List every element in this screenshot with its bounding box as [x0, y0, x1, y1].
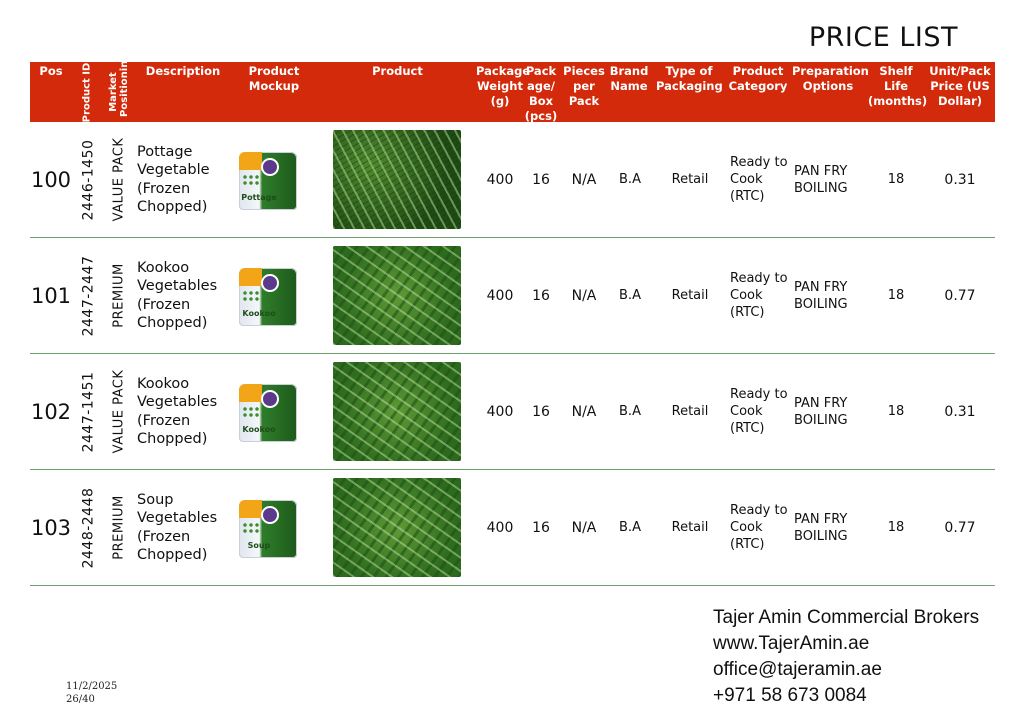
page-title: PRICE LIST [808, 22, 958, 53]
row-type-of-packaging: Retail [671, 172, 709, 187]
mockup-label: Pottage [241, 193, 277, 202]
header-product-mockup: Product Mockup [248, 64, 300, 93]
row-product-id: 2448-2448 [80, 487, 96, 568]
header-product: Product [372, 64, 423, 78]
row-pos: 102 [30, 399, 72, 424]
row-package-weight: 400 [486, 403, 514, 420]
row-price: 0.77 [944, 287, 976, 304]
row-description: Kookoo Vegetables (Frozen Chopped) [137, 259, 218, 331]
product-photo [333, 130, 461, 229]
company-contact [713, 605, 979, 709]
mockup-label: Kookoo [242, 425, 276, 434]
header-product-category: Product Category [728, 64, 788, 93]
row-brand-name: B.A [619, 404, 641, 419]
row-type-of-packaging: Retail [671, 404, 709, 419]
row-brand-name: B.A [619, 520, 641, 535]
row-product-id: 2447-2447 [80, 255, 96, 336]
header-preparation-options: Preparation Options [792, 64, 869, 93]
mockup-label: Kookoo [242, 309, 276, 318]
row-shelf-life: 18 [887, 288, 905, 303]
row-package-box: 16 [532, 519, 550, 536]
row-market-positioning: VALUE PACK [111, 369, 127, 454]
row-description: Soup Vegetables (Frozen Chopped) [137, 491, 218, 563]
row-product-category: Ready to Cook (RTC) [730, 503, 788, 552]
row-preparation-options: PAN FRY BOILING [794, 511, 848, 544]
row-description: Pottage Vegetable (Frozen Chopped) [137, 143, 210, 215]
product-photo [333, 478, 461, 577]
header-product-id: Product ID [81, 62, 93, 122]
company-email[interactable]: office@tajeramin.ae [713, 659, 882, 680]
header-package-weight: Package Weight (g) [476, 64, 531, 108]
row-product-category: Ready to Cook (RTC) [730, 271, 788, 320]
row-market-positioning: VALUE PACK [111, 137, 127, 222]
row-product-category: Ready to Cook (RTC) [730, 155, 788, 204]
company-website[interactable]: www.TajerAmin.ae [713, 633, 870, 654]
row-product-id: 2447-1451 [80, 371, 96, 452]
header-market-positioning: Market Positioning [108, 53, 130, 117]
product-mockup-image [239, 152, 297, 210]
header-package-box: Package/Box (pcs) [524, 64, 558, 123]
header-unit-pack-price: Unit/Pack Price (US Dollar) [929, 64, 991, 108]
row-package-weight: 400 [486, 519, 514, 536]
row-pieces-per-pack: N/A [571, 287, 597, 304]
header-pos: Pos [39, 64, 63, 78]
row-package-box: 16 [532, 403, 550, 420]
table-row [30, 238, 995, 354]
mockup-label: Soup [247, 541, 271, 550]
table-row [30, 470, 995, 586]
row-type-of-packaging: Retail [671, 288, 709, 303]
product-photo [333, 362, 461, 461]
row-pos: 100 [30, 167, 72, 192]
row-product-id: 2446-1450 [80, 139, 96, 220]
row-pieces-per-pack: N/A [571, 519, 597, 536]
row-pieces-per-pack: N/A [571, 403, 597, 420]
row-pos: 103 [30, 515, 72, 540]
row-brand-name: B.A [619, 172, 641, 187]
row-market-positioning: PREMIUM [111, 495, 127, 560]
row-price: 0.77 [944, 519, 976, 536]
header-brand-name: Brand Name [609, 64, 649, 93]
page-number: 26/40 [66, 694, 95, 705]
row-pos: 101 [30, 283, 72, 308]
company-name: Tajer Amin Commercial Brokers [713, 607, 980, 628]
row-preparation-options: PAN FRY BOILING [794, 395, 848, 428]
table-row [30, 122, 995, 238]
table-row [30, 354, 995, 470]
row-package-box: 16 [532, 287, 550, 304]
row-package-weight: 400 [486, 171, 514, 188]
row-shelf-life: 18 [887, 404, 905, 419]
row-brand-name: B.A [619, 288, 641, 303]
company-phone: +971 58 673 0084 [713, 685, 867, 706]
row-preparation-options: PAN FRY BOILING [794, 279, 848, 312]
row-shelf-life: 18 [887, 520, 905, 535]
row-package-box: 16 [532, 171, 550, 188]
row-description: Kookoo Vegetables (Frozen Chopped) [137, 375, 218, 447]
row-price: 0.31 [944, 403, 976, 420]
row-price: 0.31 [944, 171, 976, 188]
row-preparation-options: PAN FRY BOILING [794, 163, 848, 196]
header-description: Description [145, 64, 221, 78]
page-meta [66, 680, 117, 706]
table-header [30, 53, 995, 123]
header-shelf-life: Shelf Life (months) [868, 64, 928, 108]
product-photo [333, 246, 461, 345]
row-pieces-per-pack: N/A [571, 171, 597, 188]
row-market-positioning: PREMIUM [111, 263, 127, 328]
row-package-weight: 400 [486, 287, 514, 304]
row-product-category: Ready to Cook (RTC) [730, 387, 788, 436]
product-mockup-image [239, 500, 297, 558]
price-table [30, 53, 995, 586]
row-shelf-life: 18 [887, 172, 905, 187]
product-mockup-image [239, 384, 297, 442]
product-mockup-image [239, 268, 297, 326]
row-type-of-packaging: Retail [671, 520, 709, 535]
print-date: 11/2/2025 [66, 681, 118, 692]
header-type-of-packaging: Type of Packaging [656, 64, 723, 93]
header-pieces-per-pack: Pieces per Pack [563, 64, 605, 108]
